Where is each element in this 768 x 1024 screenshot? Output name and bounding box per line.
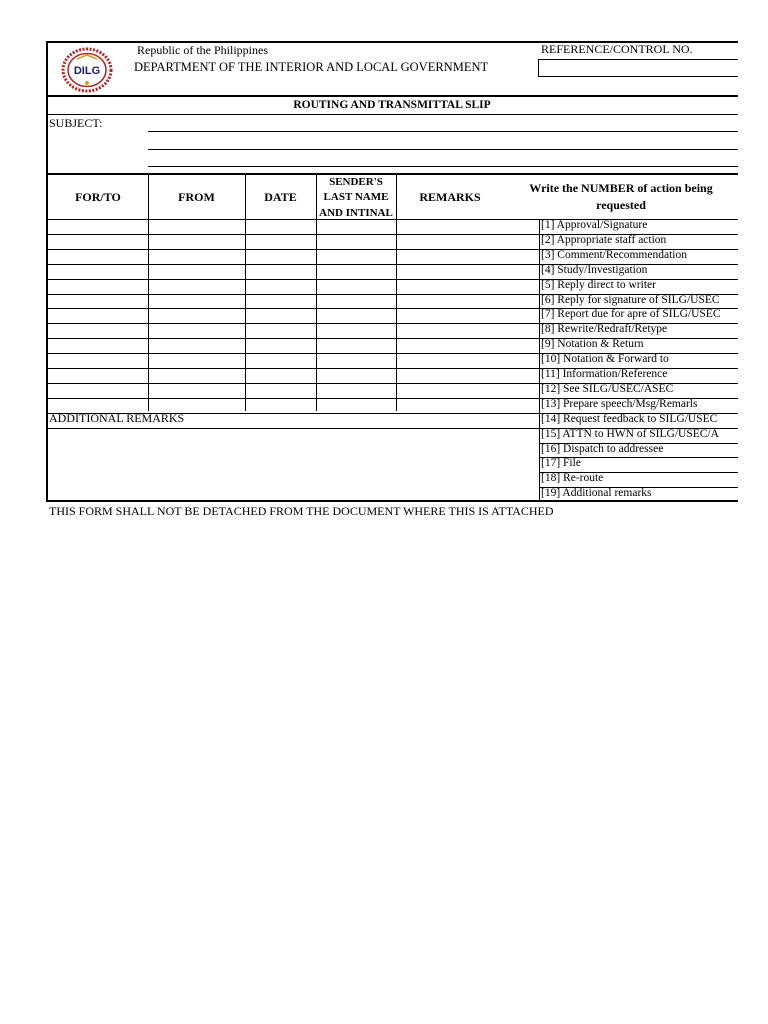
footer-note: THIS FORM SHALL NOT BE DETACHED FROM THE DOCUMENT WHERE THIS IS ATTACHED <box>49 504 554 518</box>
action-item: [1] Approval/Signature <box>541 219 648 231</box>
col-header-action-2: requested <box>596 198 646 212</box>
subject-label: SUBJECT: <box>49 116 103 130</box>
action-item: [3] Comment/Recommendation <box>541 249 687 261</box>
subject-line-1[interactable] <box>148 131 738 132</box>
action-item: [10] Notation & Forward to <box>541 353 669 365</box>
action-item: [12] See SILG/USEC/ASEC <box>541 383 674 395</box>
col-header-action-1: Write the NUMBER of action being <box>529 181 713 195</box>
col-divider-4 <box>396 173 397 411</box>
action-item: [15] ATTN to HWN of SILG/USEC/A <box>541 428 719 440</box>
action-item: [7] Report due for apre of SILG/USEC <box>541 308 721 320</box>
header-divider <box>46 95 738 97</box>
col-header-date: DATE <box>264 190 297 204</box>
additional-remarks-divider <box>46 428 539 429</box>
col-divider-1 <box>148 173 149 411</box>
department-name: DEPARTMENT OF THE INTERIOR AND LOCAL GOVERNMENT <box>134 60 489 74</box>
republic-text: Republic of the Philippines <box>137 43 268 57</box>
col-divider-2 <box>245 173 246 411</box>
action-item: [11] Information/Reference <box>541 368 668 380</box>
form-title: ROUTING AND TRANSMITTAL SLIP <box>293 99 491 111</box>
action-item: [8] Rewrite/Redraft/Retype <box>541 323 668 335</box>
action-item: [4] Study/Investigation <box>541 264 648 276</box>
action-item: [19] Additional remarks <box>541 487 652 499</box>
svg-text:DILG: DILG <box>73 65 101 77</box>
subject-line-3[interactable] <box>148 166 738 167</box>
dilg-seal-logo <box>61 47 113 93</box>
col-header-remarks: REMARKS <box>419 190 481 204</box>
action-item: [6] Reply for signature of SILG/USEC <box>541 294 720 306</box>
action-item: [18] Re-route <box>541 472 604 484</box>
col-header-for-to: FOR/TO <box>75 190 121 204</box>
action-item: [2] Appropriate staff action <box>541 234 667 246</box>
col-header-from: FROM <box>178 190 215 204</box>
action-item: [14] Request feedback to SILG/USEC <box>541 413 718 425</box>
reference-number-field[interactable] <box>538 59 738 77</box>
action-item: [9] Notation & Return <box>541 338 644 350</box>
col-divider-5 <box>539 219 540 501</box>
col-divider-3 <box>316 173 317 411</box>
action-item: [16] Dispatch to addressee <box>541 443 664 455</box>
action-item: [5] Reply direct to writer <box>541 279 656 291</box>
action-item: [17] File <box>541 457 581 469</box>
additional-remarks-label: ADDITIONAL REMARKS <box>49 411 185 425</box>
reference-label: REFERENCE/CONTROL NO. <box>541 42 693 56</box>
subject-line-2[interactable] <box>148 149 738 150</box>
col-header-sender-2: LAST NAME <box>323 191 389 203</box>
col-header-sender-1: SENDER'S <box>329 176 383 188</box>
title-divider <box>46 114 738 115</box>
action-item: [13] Prepare speech/Msg/Remarls <box>541 398 698 410</box>
col-header-sender-3: AND INTINAL <box>319 207 393 219</box>
